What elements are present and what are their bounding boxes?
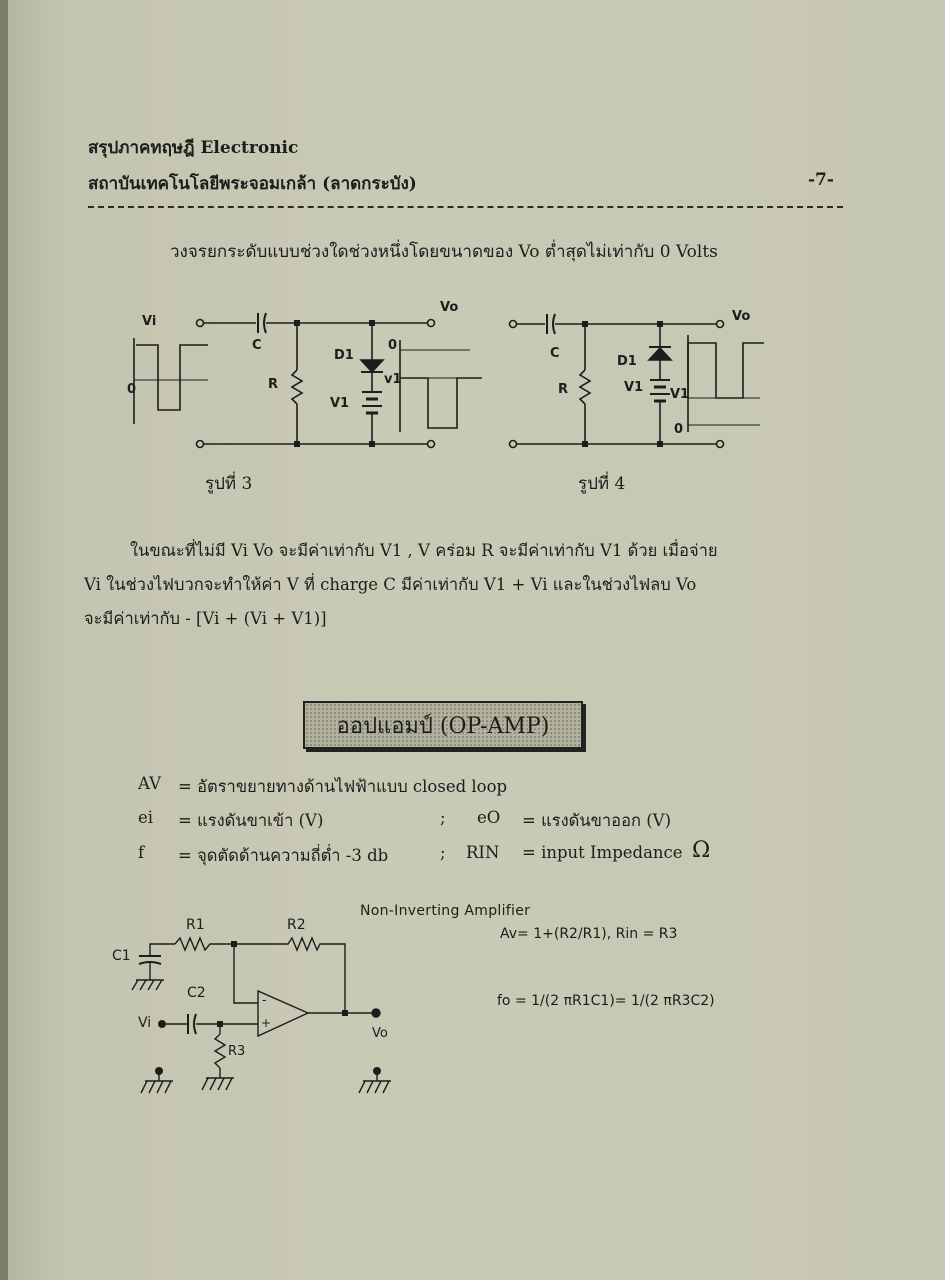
fig3-zero-out-label: 0 <box>388 338 398 353</box>
fig3-v1-label: V1 <box>330 396 350 411</box>
fig4-vo-label: Vo <box>732 309 751 324</box>
def-semicolon-2: ; <box>440 843 446 862</box>
figure-3-caption: รูปที่ 3 <box>205 474 253 494</box>
def-f-symbol: f <box>138 843 145 862</box>
def-f-desc: = จุดตัดด้านความถี่ต่ำ -3 db <box>178 846 389 865</box>
def-rin-desc: = input Impedance <box>522 843 683 862</box>
def-ei-symbol: ei <box>138 808 154 827</box>
paragraph-line-2: Vi ในช่วงไฟบวกจะทำให้ค่า V ที่ charge C มีค่าเท่ากับ V1 + Vi และในช่วงไฟลบ Vo <box>84 575 697 594</box>
def-eo-symbol: eO <box>477 808 501 827</box>
figure-4-caption: รูปที่ 4 <box>578 474 626 494</box>
paragraph-line-1: ในขณะที่ไม่มี Vi Vo จะมีค่าเท่ากับ V1 , V คร่อม R จะมีค่าเท่ากับ V1 ด้วย เมื่อจ่าย <box>130 541 718 560</box>
fig4-c-label: C <box>550 346 560 361</box>
opamp-minus-label: - <box>262 993 267 1007</box>
fig4-v1-level-label: V1 <box>670 387 690 402</box>
c2-label: C2 <box>187 985 206 1001</box>
vo-output-label: Vo <box>372 1026 388 1041</box>
page-number: -7- <box>808 170 834 190</box>
vi-input-label: Vi <box>138 1015 152 1031</box>
fig4-v1-label: V1 <box>624 380 644 395</box>
fig3-d1-label: D1 <box>334 348 354 363</box>
clamper-subtitle: วงจรยกระดับแบบช่วงใดช่วงหนึ่งโดยขนาดของ Vo ต่ำสุดไม่เท่ากับ 0 Volts <box>170 242 718 262</box>
cutoff-formula: fo = 1/(2 πR1C1)= 1/(2 πR3C2) <box>497 993 715 1009</box>
fig3-c-label: C <box>252 338 262 353</box>
def-av-desc: = อัตราขยายทางด้านไฟฟ้าแบบ closed loop <box>178 777 508 796</box>
fig3-vo-label: Vo <box>440 300 459 315</box>
fig4-r-label: R <box>558 382 569 397</box>
gain-formula: Av= 1+(R2/R1), Rin = R3 <box>500 926 678 942</box>
fig4-zero-out-label: 0 <box>674 422 684 437</box>
ohm-symbol: Ω <box>692 838 711 863</box>
c1-label: C1 <box>112 948 131 964</box>
def-av-symbol: AV <box>138 774 162 793</box>
fig3-zero-in-label: 0 <box>127 382 137 397</box>
header-institute: สถาบันเทคโนโลยีพระจอมเกล้า (ลาดกระบัง) <box>88 174 417 194</box>
def-semicolon-1: ; <box>440 808 446 827</box>
def-rin-symbol: RIN <box>466 843 500 862</box>
fig3-vi-label: Vi <box>142 314 157 329</box>
r1-label: R1 <box>186 917 205 933</box>
circuit-title: Non-Inverting Amplifier <box>360 903 531 919</box>
opamp-plus-label: + <box>261 1016 272 1030</box>
header-title: สรุปภาคทฤษฎี Electronic <box>88 138 299 158</box>
r2-label: R2 <box>287 917 306 933</box>
fig3-r-label: R <box>268 377 279 392</box>
def-ei-desc: = แรงดันขาเข้า (V) <box>178 811 324 830</box>
fig3-v1-level-label: v1 <box>384 372 402 387</box>
def-eo-desc: = แรงดันขาออก (V) <box>522 811 672 830</box>
fig4-d1-label: D1 <box>617 354 637 369</box>
opamp-section-title-text: ออปแอมป์ (OP-AMP) <box>336 713 550 739</box>
paragraph-line-3: จะมีค่าเท่ากับ - [Vi + (Vi + V1)] <box>84 609 327 628</box>
r3-label: R3 <box>228 1044 246 1059</box>
